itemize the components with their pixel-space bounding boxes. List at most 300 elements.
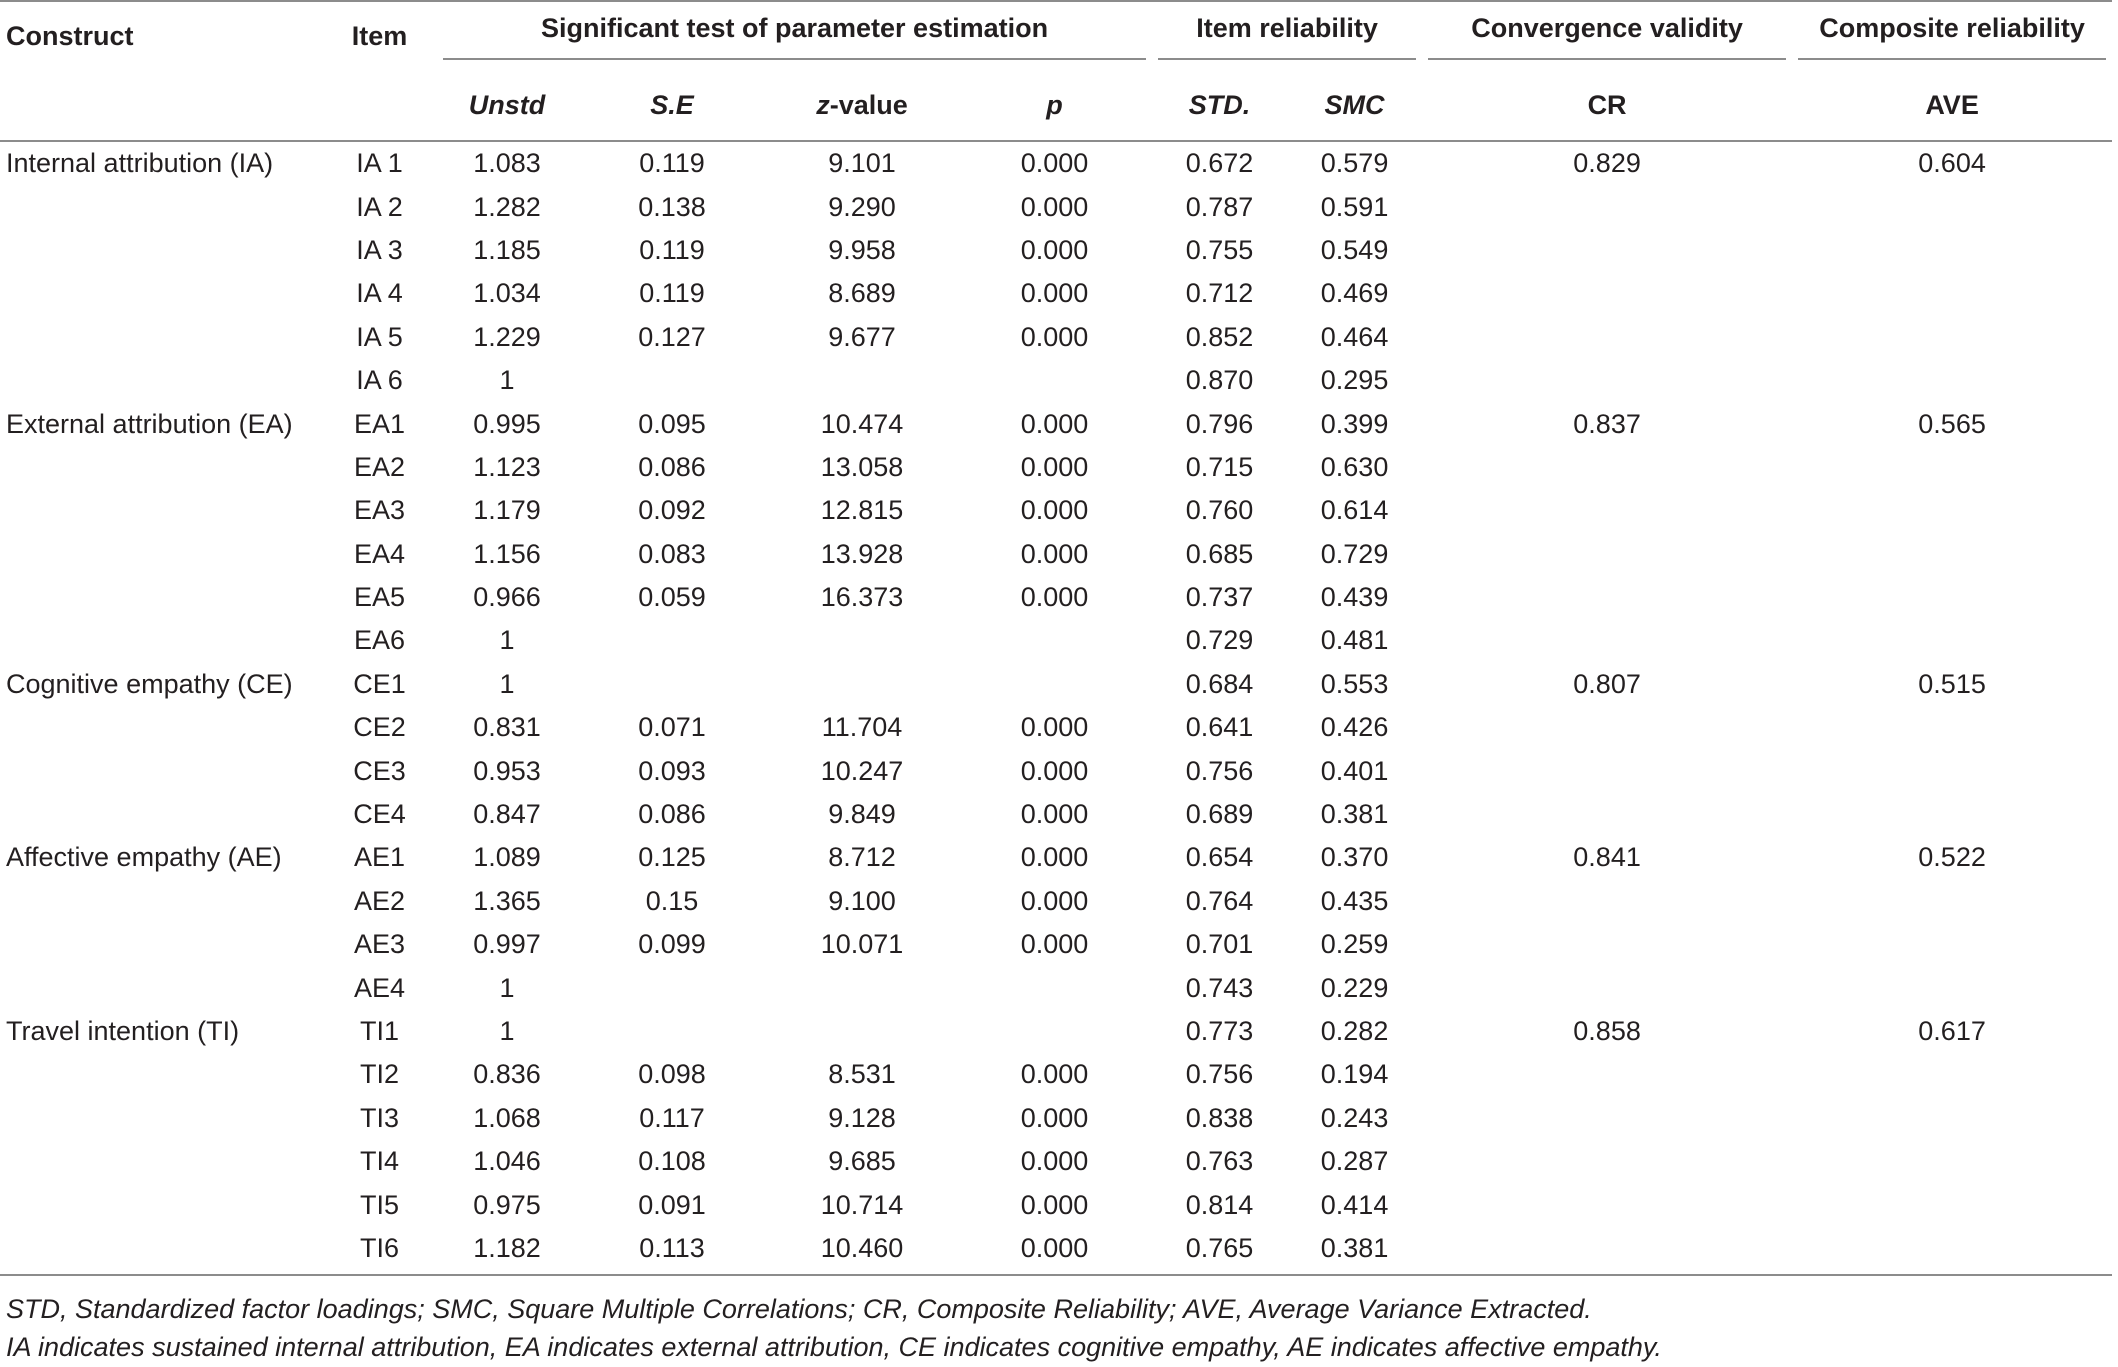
item-cell: IA 3 (356, 234, 403, 265)
smc-cell: 0.282 (1320, 1016, 1389, 1046)
ave-cell (1792, 1227, 2112, 1275)
z-value-cell: 10.071 (820, 929, 904, 960)
header-ave: AVE (1792, 70, 2112, 141)
construct-cell (0, 1183, 322, 1226)
p-value-cell: 0.000 (957, 1227, 1152, 1275)
cr-cell (1422, 229, 1792, 272)
smc-cell: 0.194 (1320, 1059, 1389, 1090)
p-value-cell: 0.000 (1020, 234, 1089, 265)
ave-cell (1792, 446, 2112, 489)
construct-cell (0, 446, 322, 489)
smc-cell: 0.553 (1320, 668, 1389, 699)
std-cell: 0.787 (1185, 191, 1254, 222)
std-cell: 0.743 (1185, 972, 1254, 1003)
se-cell: 0.086 (638, 799, 706, 830)
cr-cell (1422, 576, 1792, 619)
cr-cell (1422, 272, 1792, 315)
se-cell (577, 619, 767, 662)
smc-cell: 0.439 (1320, 582, 1389, 613)
table-row (0, 663, 2112, 706)
p-value-cell: 0.000 (1020, 929, 1089, 960)
unstd-cell: 0.953 (473, 755, 541, 786)
std-cell: 0.729 (1185, 625, 1254, 656)
ave-cell (1792, 185, 2112, 228)
p-value-cell (957, 663, 1152, 706)
table-row (0, 1227, 2112, 1275)
unstd-cell: 1.156 (473, 538, 541, 569)
table-row (0, 533, 2112, 576)
construct-cell (0, 706, 322, 749)
unstd-cell: 1 (499, 365, 515, 396)
unstd-cell: 0.831 (473, 712, 541, 743)
p-value-cell: 0.000 (1020, 582, 1089, 613)
z-value-cell: 13.928 (820, 538, 904, 569)
se-cell: 0.127 (638, 321, 706, 352)
construct-cell (0, 966, 322, 1009)
std-cell: 0.764 (1185, 885, 1254, 916)
item-cell: AE1 (353, 842, 406, 873)
ave-cell (1792, 706, 2112, 749)
unstd-cell: 1.182 (437, 1227, 577, 1275)
item-cell: AE3 (353, 929, 406, 960)
construct-cell: Internal attribution (IA) (6, 148, 274, 179)
unstd-cell: 1.282 (473, 191, 541, 222)
construct-cell (0, 880, 322, 923)
std-cell: 0.870 (1185, 365, 1254, 396)
table-row (0, 880, 2112, 923)
std-cell: 0.715 (1185, 451, 1254, 482)
footnote-abbreviations: STD, Standardized factor loadings; SMC, Square Multiple Correlations; CR, Composite Reliability; AVE, Average Variance Extracted. (6, 1294, 1592, 1324)
smc-cell: 0.259 (1320, 929, 1389, 960)
item-cell: TI6 (322, 1227, 437, 1275)
smc-cell: 0.614 (1320, 495, 1389, 526)
smc-cell: 0.464 (1320, 321, 1389, 352)
header-blank-item (322, 70, 437, 141)
item-cell: TI1 (359, 1016, 399, 1046)
header-significant-test (437, 1, 1152, 70)
header-composite-reliability-label: Composite reliability (1798, 13, 2106, 60)
se-cell (577, 359, 767, 402)
smc-cell: 0.370 (1320, 842, 1389, 873)
header-row-columns (0, 70, 2112, 141)
ave-cell (1792, 229, 2112, 272)
se-cell: 0.108 (638, 1146, 706, 1177)
unstd-cell: 1.185 (473, 234, 541, 265)
std-cell: 0.684 (1185, 668, 1254, 699)
ave-cell (1792, 619, 2112, 662)
item-cell: EA2 (353, 451, 406, 482)
p-value-cell: 0.000 (1020, 842, 1089, 873)
table-row (0, 141, 2112, 185)
construct-cell (0, 185, 322, 228)
z-value-cell: 8.689 (828, 278, 896, 309)
smc-cell: 0.579 (1320, 148, 1389, 179)
std-cell: 0.814 (1185, 1189, 1254, 1220)
std-cell: 0.737 (1185, 582, 1254, 613)
ave-cell (1792, 793, 2112, 836)
se-cell: 0.091 (638, 1189, 706, 1220)
header-std: STD. (1152, 70, 1287, 141)
ave-cell: 0.617 (1918, 1016, 1986, 1046)
item-cell: CE1 (353, 668, 406, 699)
construct-cell: Cognitive empathy (CE) (6, 668, 293, 699)
construct-cell: Affective empathy (AE) (6, 842, 282, 873)
z-value-cell: 11.704 (821, 712, 903, 743)
header-z-value (767, 70, 957, 141)
p-value-cell: 0.000 (1020, 1189, 1089, 1220)
ave-cell (1792, 1183, 2112, 1226)
item-cell: AE4 (353, 972, 406, 1003)
item-cell: EA4 (353, 538, 406, 569)
z-value-cell: 10.247 (820, 755, 904, 786)
z-value-cell: 10.714 (820, 1189, 904, 1220)
cr-cell (1422, 923, 1792, 966)
se-cell: 0.138 (638, 191, 706, 222)
unstd-cell: 0.966 (473, 582, 541, 613)
z-value-cell: 9.290 (828, 191, 896, 222)
z-value-cell (767, 619, 957, 662)
ave-cell (1792, 749, 2112, 792)
item-cell: TI4 (359, 1146, 399, 1177)
se-cell: 0.099 (638, 929, 706, 960)
cr-cell (1422, 185, 1792, 228)
se-cell: 0.098 (638, 1059, 706, 1090)
se-cell: 0.119 (639, 278, 705, 309)
se-cell: 0.125 (638, 842, 706, 873)
item-cell: CE2 (353, 712, 406, 743)
z-value-cell: 9.128 (828, 1102, 896, 1133)
construct-cell (0, 619, 322, 662)
p-value-cell: 0.000 (1020, 1102, 1089, 1133)
table-row (0, 576, 2112, 619)
cr-cell: 0.841 (1573, 842, 1641, 873)
unstd-cell: 1 (499, 625, 515, 656)
p-value-cell: 0.000 (1020, 1146, 1089, 1177)
cr-cell (1422, 316, 1792, 359)
cr-cell (1422, 749, 1792, 792)
cr-cell (1422, 1183, 1792, 1226)
p-value-cell: 0.000 (1020, 148, 1089, 179)
cr-cell (1422, 706, 1792, 749)
construct-cell (0, 749, 322, 792)
header-convergence-validity-label: Convergence validity (1428, 13, 1786, 60)
p-value-cell: 0.000 (1020, 408, 1089, 439)
table-row (0, 706, 2112, 749)
construct-cell (0, 793, 322, 836)
table-row (0, 229, 2112, 272)
z-value-cell: 13.058 (820, 451, 904, 482)
cr-cell: 0.858 (1573, 1016, 1641, 1046)
z-value-cell: 8.531 (828, 1059, 896, 1090)
se-cell: 0.083 (638, 538, 706, 569)
std-cell: 0.763 (1185, 1146, 1254, 1177)
construct-cell (0, 1097, 322, 1140)
std-cell: 0.838 (1185, 1102, 1254, 1133)
p-value-cell: 0.000 (1020, 278, 1089, 309)
z-value-cell: 16.373 (820, 582, 904, 613)
p-value-cell (957, 966, 1152, 1009)
unstd-cell: 1.179 (473, 495, 541, 526)
se-cell (577, 966, 767, 1009)
z-value-cell: 9.100 (828, 885, 896, 916)
smc-cell: 0.481 (1320, 625, 1389, 656)
se-cell: 0.086 (638, 451, 706, 482)
smc-cell: 0.414 (1320, 1189, 1389, 1220)
z-value-cell (767, 359, 957, 402)
header-convergence-validity (1422, 1, 1792, 70)
ave-cell (1792, 880, 2112, 923)
p-value-cell: 0.000 (1020, 451, 1089, 482)
smc-cell: 0.287 (1320, 1146, 1389, 1177)
p-value-cell: 0.000 (1020, 712, 1089, 743)
p-value-cell (957, 619, 1152, 662)
smc-cell: 0.630 (1320, 451, 1389, 482)
smc-cell: 0.469 (1320, 278, 1389, 309)
z-value-cell: 9.101 (828, 148, 896, 179)
table-row (0, 272, 2112, 315)
table-row (0, 1140, 2112, 1183)
header-construct: Construct (0, 1, 322, 70)
item-cell: IA 5 (356, 321, 403, 352)
unstd-cell: 1 (499, 1016, 515, 1046)
p-value-cell: 0.000 (1020, 1059, 1089, 1090)
p-value-cell: 0.000 (1020, 799, 1089, 830)
item-cell: EA1 (353, 408, 406, 439)
ave-cell: 0.515 (1918, 668, 1986, 699)
cr-cell (1422, 880, 1792, 923)
ave-cell (1792, 923, 2112, 966)
item-cell: CE4 (353, 799, 406, 830)
construct-cell (0, 923, 322, 966)
construct-cell: External attribution (EA) (6, 408, 293, 439)
se-cell: 0.119 (639, 234, 705, 265)
ave-cell (1792, 576, 2112, 619)
smc-cell: 0.243 (1320, 1102, 1389, 1133)
se-cell: 0.093 (638, 755, 706, 786)
cr-cell (1422, 446, 1792, 489)
smc-cell: 0.549 (1320, 234, 1389, 265)
ave-cell: 0.565 (1918, 408, 1986, 439)
cr-cell (1422, 966, 1792, 1009)
unstd-cell: 1 (499, 668, 515, 699)
header-row-groups (0, 1, 2112, 70)
item-cell: AE2 (353, 885, 406, 916)
header-item-reliability-label: Item reliability (1158, 13, 1416, 60)
footnote-construct-definitions: IA indicates sustained internal attribution, EA indicates external attribution, CE indicates cognitive empathy, AE indicates affective empathy. (6, 1332, 1662, 1362)
cr-cell (1422, 619, 1792, 662)
z-value-cell: 9.685 (828, 1146, 896, 1177)
table-row (0, 619, 2112, 662)
z-value-cell (767, 1010, 957, 1053)
std-cell: 0.756 (1185, 755, 1254, 786)
table-row (0, 966, 2112, 1009)
z-value-cell: 8.712 (828, 842, 896, 873)
unstd-cell: 1.365 (473, 885, 541, 916)
p-value-cell: 0.000 (1020, 755, 1089, 786)
header-z-italic: z (816, 89, 830, 120)
unstd-cell: 1 (499, 972, 515, 1003)
table-body (0, 141, 2112, 1275)
ave-cell (1792, 1140, 2112, 1183)
item-cell: TI3 (359, 1102, 399, 1133)
smc-cell: 0.381 (1287, 1227, 1422, 1275)
cr-cell (1422, 1227, 1792, 1275)
z-value-cell: 12.815 (820, 495, 904, 526)
item-cell: EA3 (353, 495, 406, 526)
table-row (0, 402, 2112, 445)
z-value-cell (767, 966, 957, 1009)
p-value-cell: 0.000 (1020, 885, 1089, 916)
cr-cell (1422, 1097, 1792, 1140)
table-row (0, 489, 2112, 532)
std-cell: 0.654 (1185, 842, 1254, 873)
ave-cell (1792, 1097, 2112, 1140)
header-z-suffix: -value (829, 89, 908, 120)
ave-cell (1792, 272, 2112, 315)
ave-cell (1792, 489, 2112, 532)
unstd-cell: 1.068 (473, 1102, 541, 1133)
ave-cell (1792, 966, 2112, 1009)
cr-cell (1422, 359, 1792, 402)
table-row (0, 185, 2112, 228)
table-row (0, 793, 2112, 836)
se-cell: 0.071 (638, 712, 706, 743)
construct-cell (0, 1140, 322, 1183)
cr-cell (1422, 1053, 1792, 1096)
item-cell: IA 1 (356, 148, 403, 179)
header-cr: CR (1422, 70, 1792, 141)
se-cell (577, 1010, 767, 1053)
item-cell: TI2 (359, 1059, 399, 1090)
se-cell: 0.119 (639, 148, 705, 179)
z-value-cell: 9.677 (828, 321, 896, 352)
p-value-cell (957, 1010, 1152, 1053)
se-cell: 0.095 (638, 408, 706, 439)
unstd-cell: 0.995 (473, 408, 541, 439)
construct-cell (0, 359, 322, 402)
construct-cell (0, 1053, 322, 1096)
construct-cell (0, 576, 322, 619)
smc-cell: 0.381 (1320, 799, 1389, 830)
smc-cell: 0.426 (1320, 712, 1389, 743)
unstd-cell: 1.046 (473, 1146, 541, 1177)
construct-cell (0, 489, 322, 532)
p-value-cell (957, 359, 1152, 402)
cr-cell: 0.829 (1573, 148, 1641, 179)
cr-cell: 0.807 (1573, 668, 1641, 699)
item-cell: IA 4 (356, 278, 403, 309)
se-cell: 0.113 (577, 1227, 767, 1275)
p-value-cell: 0.000 (1020, 495, 1089, 526)
header-item: Item (322, 1, 437, 70)
table-row (0, 1183, 2112, 1226)
ave-cell: 0.604 (1918, 148, 1986, 179)
smc-cell: 0.591 (1320, 191, 1389, 222)
header-smc: SMC (1287, 70, 1422, 141)
std-cell: 0.760 (1185, 495, 1254, 526)
unstd-cell: 0.975 (473, 1189, 541, 1220)
p-value-cell: 0.000 (1020, 191, 1089, 222)
smc-cell: 0.401 (1320, 755, 1389, 786)
smc-cell: 0.729 (1320, 538, 1389, 569)
item-cell: EA6 (353, 625, 406, 656)
std-cell: 0.685 (1185, 538, 1254, 569)
ave-cell (1792, 316, 2112, 359)
std-cell: 0.765 (1152, 1227, 1287, 1275)
smc-cell: 0.399 (1320, 408, 1389, 439)
table-row (0, 923, 2112, 966)
z-value-cell: 9.849 (828, 799, 896, 830)
ave-cell (1792, 359, 2112, 402)
table-row (0, 1010, 2112, 1053)
std-cell: 0.852 (1185, 321, 1254, 352)
std-cell: 0.755 (1185, 234, 1254, 265)
header-unstd: Unstd (437, 70, 577, 141)
header-composite-reliability (1792, 1, 2112, 70)
construct-cell (0, 272, 322, 315)
se-cell (577, 663, 767, 706)
item-cell: EA5 (353, 582, 406, 613)
unstd-cell: 0.847 (473, 799, 541, 830)
std-cell: 0.672 (1185, 148, 1254, 179)
table-row (0, 446, 2112, 489)
header-p: p (957, 70, 1152, 141)
item-cell: TI5 (359, 1189, 399, 1220)
cr-cell: 0.837 (1573, 408, 1641, 439)
construct-cell (0, 533, 322, 576)
construct-cell (0, 229, 322, 272)
std-cell: 0.796 (1185, 408, 1254, 439)
table-row (0, 359, 2112, 402)
smc-cell: 0.435 (1320, 885, 1389, 916)
z-value-cell: 10.474 (820, 408, 904, 439)
cr-cell (1422, 489, 1792, 532)
unstd-cell: 0.836 (473, 1059, 541, 1090)
z-value-cell: 10.460 (767, 1227, 957, 1275)
z-value-cell (767, 663, 957, 706)
z-value-cell: 9.958 (828, 234, 896, 265)
smc-cell: 0.295 (1320, 365, 1389, 396)
header-se: S.E (577, 70, 767, 141)
cr-cell (1422, 793, 1792, 836)
table-row (0, 749, 2112, 792)
unstd-cell: 1.229 (473, 321, 541, 352)
se-cell: 0.15 (645, 885, 699, 916)
header-item-reliability (1152, 1, 1422, 70)
item-cell: IA 2 (356, 191, 403, 222)
table-row (0, 1097, 2112, 1140)
p-value-cell: 0.000 (1020, 321, 1089, 352)
unstd-cell: 1.083 (473, 148, 541, 179)
table-row (0, 316, 2112, 359)
std-cell: 0.641 (1185, 712, 1254, 743)
ave-cell (1792, 1053, 2112, 1096)
se-cell: 0.059 (638, 582, 706, 613)
table-row (0, 1053, 2112, 1096)
std-cell: 0.756 (1185, 1059, 1254, 1090)
p-value-cell: 0.000 (1020, 538, 1089, 569)
construct-cell: Travel intention (TI) (6, 1016, 240, 1046)
construct-cell (0, 1227, 322, 1275)
item-cell: IA 6 (356, 365, 403, 396)
unstd-cell: 0.997 (473, 929, 541, 960)
construct-cell (0, 316, 322, 359)
header-blank-construct (0, 70, 322, 141)
unstd-cell: 1.089 (473, 842, 541, 873)
unstd-cell: 1.123 (473, 451, 541, 482)
cr-cell (1422, 533, 1792, 576)
std-cell: 0.689 (1185, 799, 1254, 830)
